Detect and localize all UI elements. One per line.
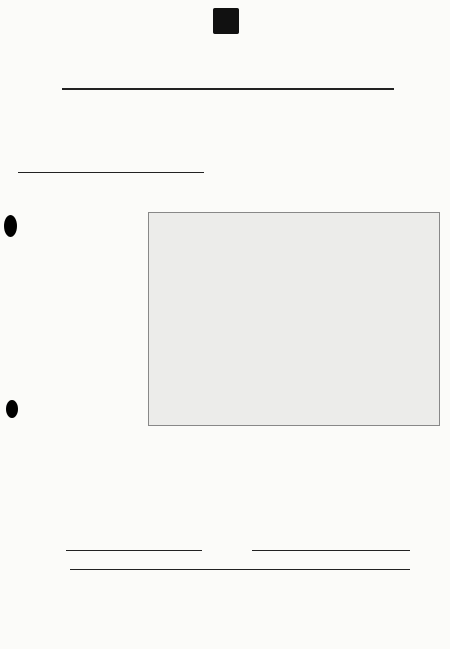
summary-rule-left: [66, 550, 202, 551]
header-divider: [62, 88, 394, 90]
summary-rule-bottom: [70, 569, 410, 570]
company-logo: [213, 8, 239, 34]
spectrum-plot: [148, 212, 440, 426]
section-underline: [18, 172, 204, 173]
spectrum-trace-svg: [149, 213, 439, 425]
punch-hole-bottom: [6, 400, 18, 418]
summary-rule-right: [252, 550, 410, 551]
punch-hole-top: [4, 215, 17, 237]
